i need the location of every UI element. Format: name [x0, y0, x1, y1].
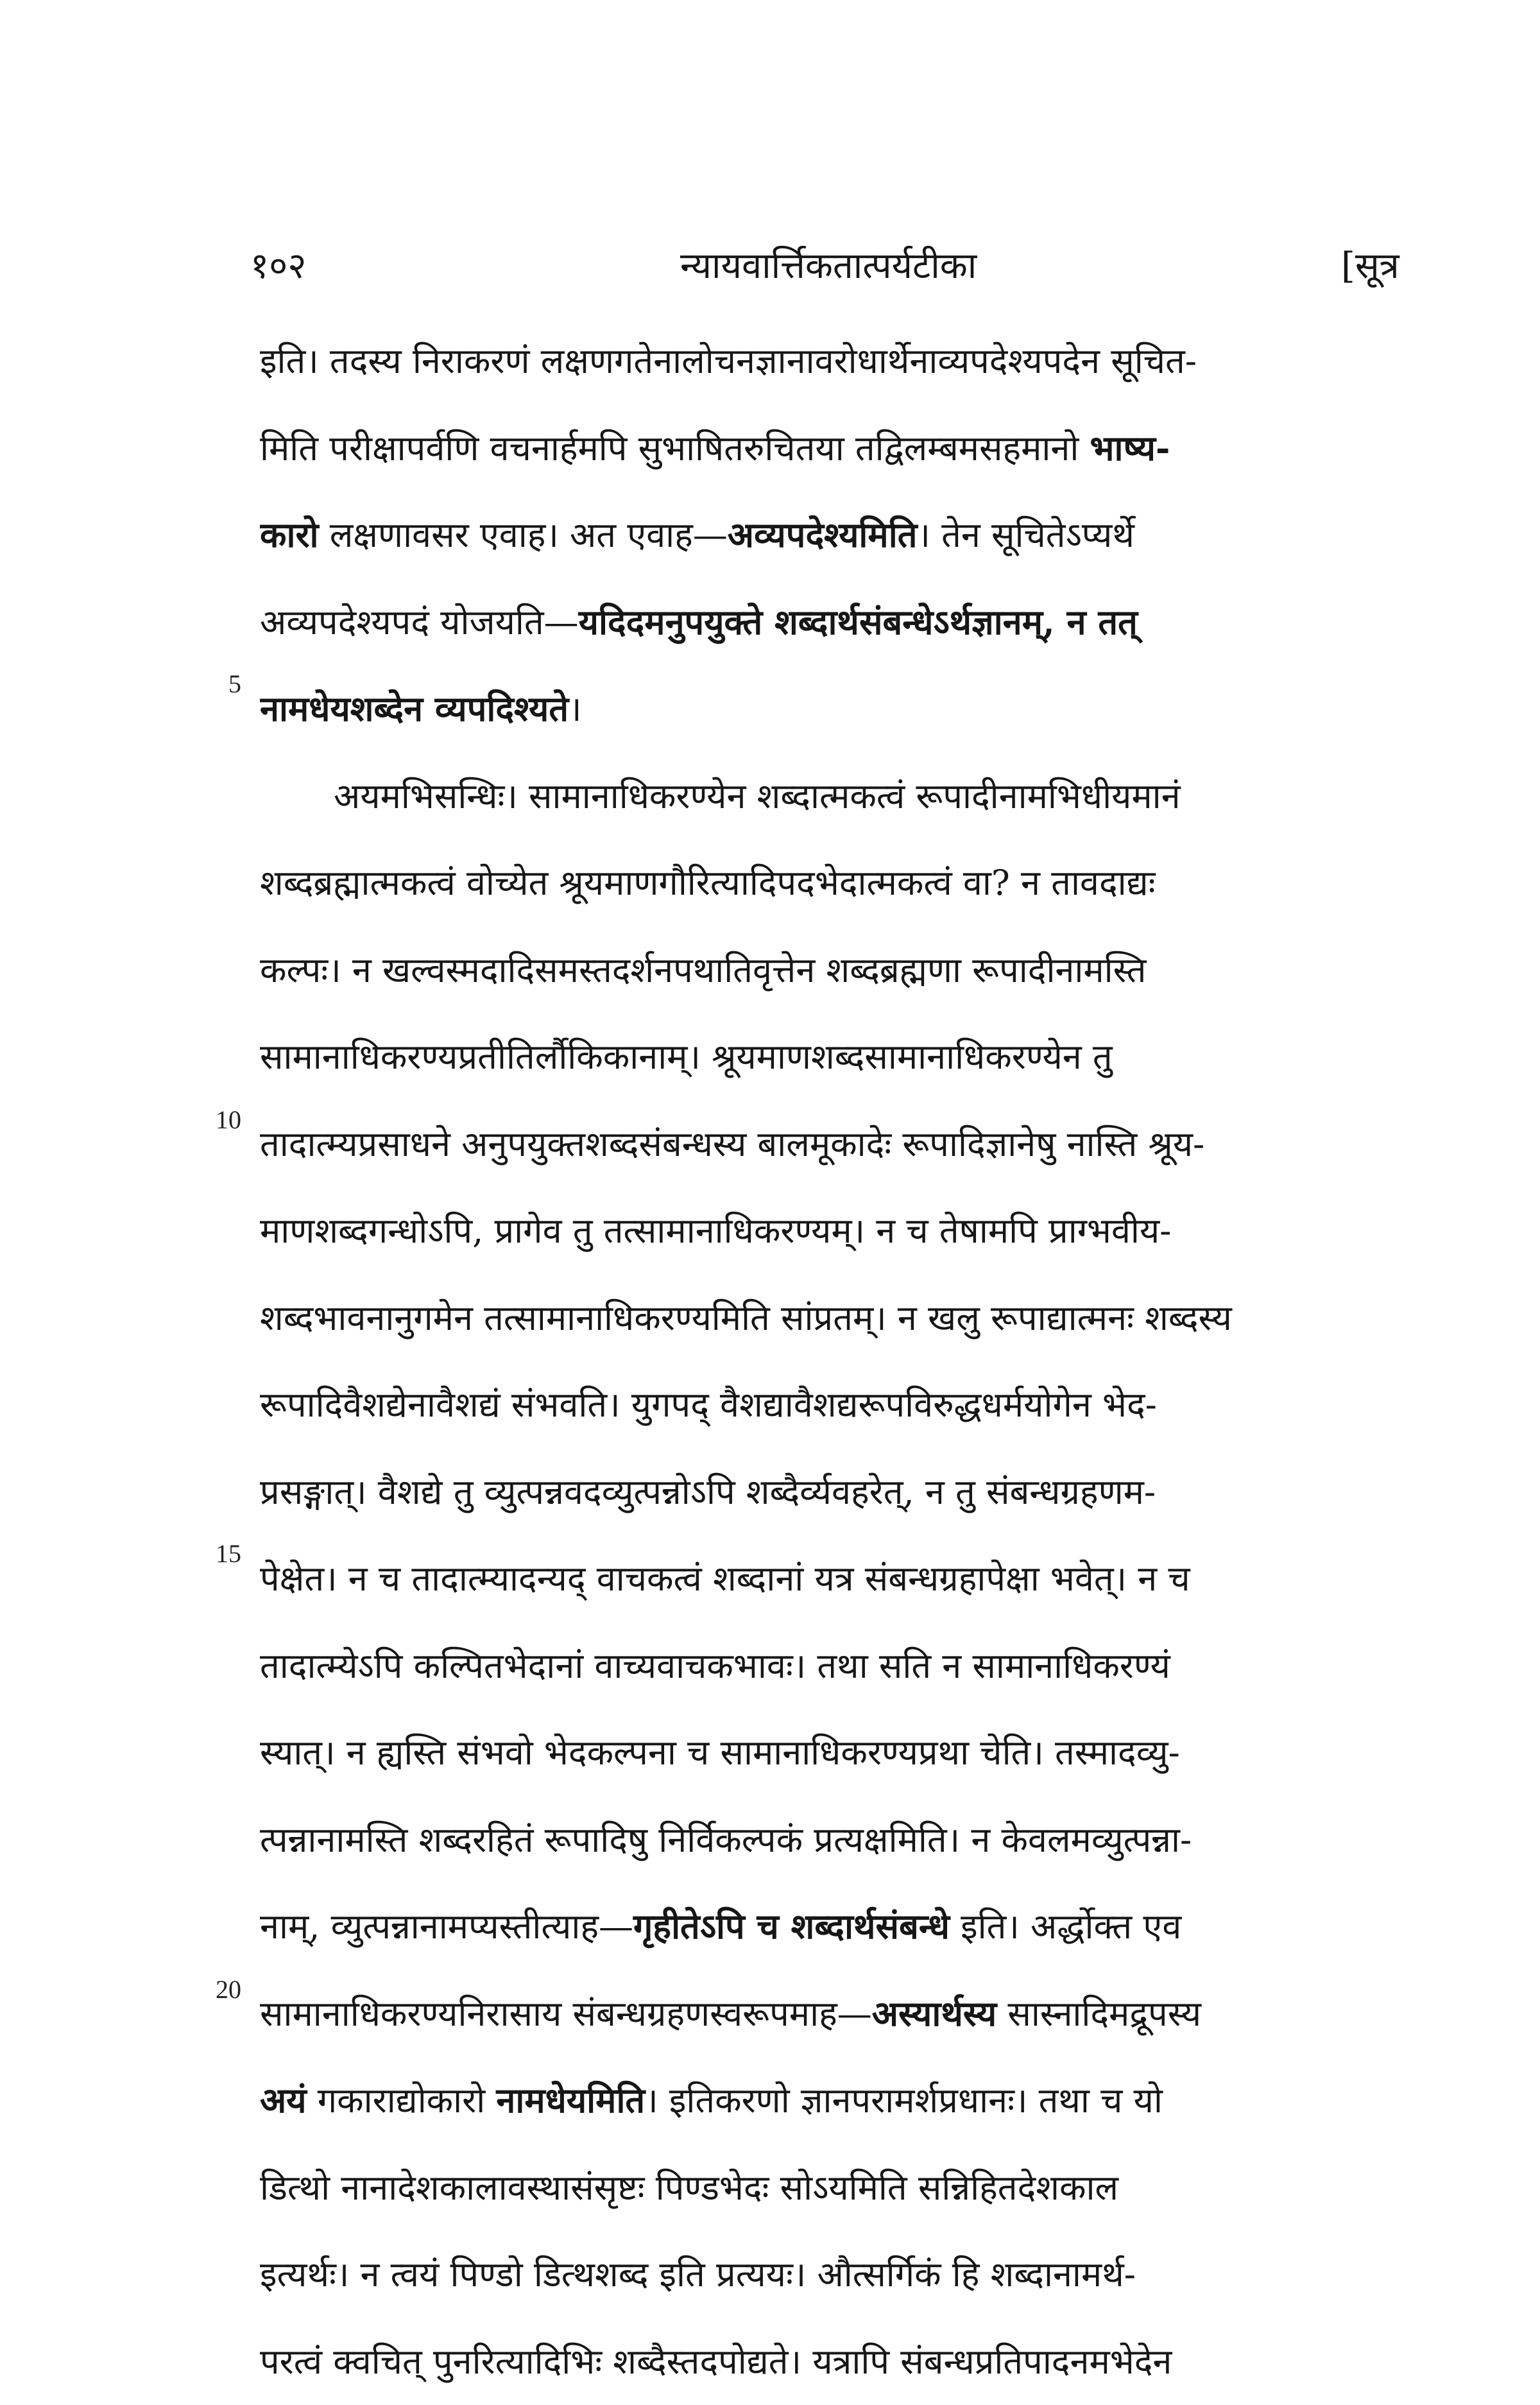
text-line [260, 1101, 1460, 1188]
text-run: प्रसङ्गात्। वैशद्ये तु व्युत्पन्नवदव्युत्पन्नोऽपि शब्दैर्व्यवहरेत्, न तु संबन्धग्रहणम- [260, 1472, 1156, 1512]
text-line [260, 405, 1460, 492]
text-run: गकाराद्योकारो [307, 2080, 497, 2121]
text-run: त्पन्नानामस्ति शब्दरहितं रूपादिषु निर्विकल्पकं प्रत्यक्षमिति। न केवलमव्युत्पन्ना- [260, 1820, 1192, 1860]
text-line [260, 1970, 1460, 2058]
text-run: अयमभिसन्धिः। सामानाधिकरण्येन शब्दात्मकत्वं रूपादीनामभिधीयमानं [334, 776, 1181, 816]
text-run: । तेन सूचितेऽप्यर्थे [917, 515, 1134, 555]
text-line [260, 1449, 1460, 1536]
text-line [260, 927, 1460, 1014]
text-run: अव्यपदेश्यपदं योजयति— [260, 602, 579, 642]
running-title: न्यायवार्त्तिकतात्पर्यटीका [680, 241, 963, 292]
text-run: लक्षणावसर एवाह। अत एवाह— [319, 515, 728, 555]
bold-quoted-text: कारो [260, 514, 319, 555]
text-run: रूपादिवैशद्येनावैशद्यं संभवति। युगपद् वैशद्यावैशद्यरूपविरुद्धधर्मयोगेन भेद- [260, 1384, 1157, 1425]
text-line [260, 1275, 1460, 1362]
text-line [260, 1361, 1460, 1449]
text-run: नाम्, व्युत्पन्नानामप्यस्तीत्याह— [260, 1906, 633, 1947]
line-number: 5 [196, 655, 241, 713]
text-run: सामानाधिकरण्यप्रतीतिर्लौकिकानाम्। श्रूयमाणशब्दसामानाधिकरण्येन तु [260, 1037, 1113, 1077]
text-line [260, 666, 1460, 753]
text-run: कल्पः। न खल्वस्मदादिसमस्तदर्शनपथातिवृत्तेन शब्दब्रह्मणा रूपादीनामस्ति [260, 950, 1146, 990]
bold-quoted-text: भाष्य- [1090, 427, 1170, 469]
bold-quoted-text: अस्यार्थस्य [872, 1993, 997, 2034]
text-run: सास्नादिमद्रूपस्य [997, 1994, 1201, 2034]
text-line [260, 2318, 1460, 2405]
text-line [260, 753, 1460, 840]
text-line [260, 1187, 1460, 1275]
bold-quoted-text: नामधेयशब्देन व्यपदिश्यते [260, 688, 569, 729]
text-line [260, 2057, 1460, 2144]
text-run: इति। तदस्य निराकरणं लक्षणगतेनालोचनज्ञानावरोधार्थेनाव्यपदेश्यपदेन सूचित- [260, 341, 1197, 381]
text-line [260, 492, 1460, 579]
text-line [260, 840, 1460, 927]
line-number: 15 [196, 1525, 241, 1583]
text-run: स्यात्। न ह्यस्ति संभवो भेदकल्पना च सामानाधिकरण्यप्रथा चेति। तस्मादव्यु- [260, 1732, 1180, 1773]
text-run: परत्वं क्वचित् पुनरित्यादिभिः शब्दैस्तदपोद्यते। यत्रापि संबन्धप्रतिपादनमभेदेन [260, 2341, 1172, 2382]
bold-quoted-text: अव्यपदेश्यमिति [728, 514, 918, 555]
line-number: 20 [196, 1961, 241, 2019]
text-run: डित्थो नानादेशकालावस्थासंसृष्टः पिण्डभेदः सोऽयमिति सन्निहितदेशकाल [260, 2168, 1118, 2208]
bold-quoted-text: अयं [260, 2080, 307, 2121]
page-number: १०२ [250, 241, 306, 292]
text-line [260, 2231, 1460, 2318]
bold-quoted-text: नामधेयमिति [496, 2080, 645, 2121]
text-line [260, 2144, 1460, 2232]
text-run: शब्दब्रह्मात्मकत्वं वोच्येत श्रूयमाणगौरित्यादिपदभेदात्मकत्वं वा? न तावदाद्यः [260, 863, 1156, 903]
text-run: तादात्म्यप्रसाधने अनुपयुक्तशब्दसंबन्धस्य बालमूकादेः रूपादिज्ञानेषु नास्ति श्रूय- [260, 1124, 1204, 1164]
text-run: पेक्षेत। न च तादात्म्यादन्यद् वाचकत्वं शब्दानां यत्र संबन्धग्रहापेक्षा भवेत्। न च [260, 1558, 1190, 1599]
text-run: माणशब्दगन्धोऽपि, प्रागेव तु तत्सामानाधिकरण्यम्। न च तेषामपि प्राग्भवीय- [260, 1211, 1171, 1251]
text-line [260, 1709, 1460, 1797]
text-run: इति। अर्द्धोक्त एव [950, 1906, 1181, 1947]
text-run: इत्यर्थः। न त्वयं पिण्डो डित्थशब्द इति प्रत्ययः। औत्सर्गिकं हि शब्दानामर्थ- [260, 2254, 1136, 2295]
line-number: 10 [196, 1091, 241, 1149]
section-mark: [सूत्र [1341, 241, 1399, 292]
body-text [260, 318, 1460, 2405]
text-run: । इतिकरणो ज्ञानपरामर्शप्रधानः। तथा च यो [645, 2080, 1163, 2121]
text-line [260, 1623, 1460, 1710]
text-line [260, 318, 1460, 405]
text-line [260, 1797, 1460, 1884]
text-run: तादात्म्येऽपि कल्पितभेदानां वाच्यवाचकभावः। तथा सति न सामानाधिकरण्यं [260, 1646, 1170, 1686]
text-run: । [569, 689, 581, 729]
running-header [0, 241, 1540, 292]
text-run: सामानाधिकरण्यनिरासाय संबन्धग्रहणस्वरूपमाह— [260, 1994, 872, 2034]
text-line [260, 579, 1460, 666]
bold-quoted-text: गृहीतेऽपि च शब्दार्थसंबन्धे [633, 1906, 950, 1947]
text-line [260, 1883, 1460, 1970]
text-run: मिति परीक्षापर्वणि वचनार्हमपि सुभाषितरुचितया तद्विलम्बमसहमानो [260, 428, 1090, 469]
text-line [260, 1013, 1460, 1101]
text-line [260, 1535, 1460, 1623]
text-run: शब्दभावनानुगमेन तत्सामानाधिकरण्यमिति सांप्रतम्। न खलु रूपाद्यात्मनः शब्दस्य [260, 1298, 1232, 1338]
bold-quoted-text: यदिदमनुपयुक्ते शब्दार्थसंबन्धेऽर्थज्ञानम्, न तत् [579, 601, 1138, 642]
